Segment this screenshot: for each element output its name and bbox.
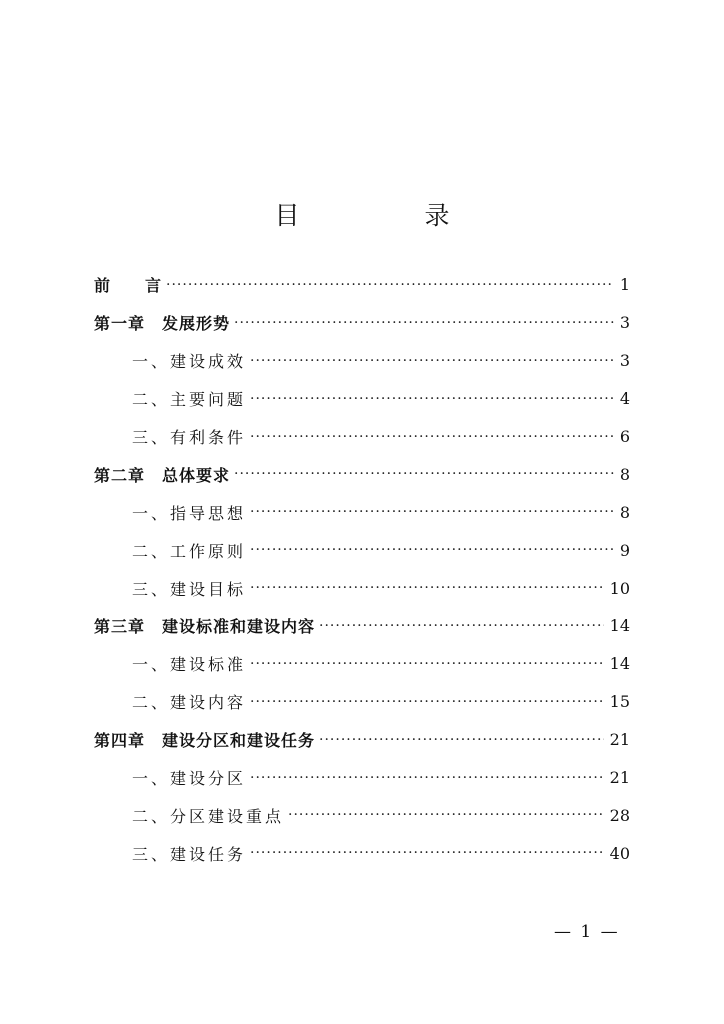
- dot-leader: [234, 315, 614, 331]
- dot-leader: [250, 580, 604, 596]
- dot-leader: [250, 391, 614, 407]
- toc-entry-label: 二、建设内容: [132, 693, 247, 713]
- toc-entry-label: 三、建设任务: [132, 844, 247, 864]
- toc-entry-page-number: 8: [619, 502, 630, 522]
- toc-entry-label: 一、建设标准: [132, 655, 247, 675]
- dot-leader: [250, 656, 604, 672]
- dot-leader: [250, 694, 604, 710]
- dot-leader: [250, 542, 614, 558]
- toc-entry-page-number: 28: [609, 805, 630, 825]
- toc-entry-page-number: 3: [619, 351, 630, 371]
- toc-entry-label: 第三章 建设标准和建设内容: [94, 617, 316, 637]
- toc-entry[interactable]: [94, 342, 630, 380]
- toc-entry-page-number: 4: [619, 389, 630, 409]
- toc-entry-label: 第二章 总体要求: [94, 465, 231, 485]
- toc-entry[interactable]: [94, 418, 630, 456]
- toc-entry[interactable]: [94, 493, 630, 531]
- toc-entry[interactable]: [94, 834, 630, 872]
- toc-entry[interactable]: [94, 304, 630, 342]
- dot-leader: [250, 845, 604, 861]
- toc-entry-label: 第一章 发展形势: [94, 314, 231, 334]
- page-number-footer: — 1 —: [554, 922, 620, 942]
- toc-entry[interactable]: [94, 266, 630, 304]
- toc-entry-label: 一、建设分区: [132, 769, 247, 789]
- toc-entry[interactable]: [94, 683, 630, 721]
- toc-entry[interactable]: [94, 569, 630, 607]
- toc-entry-page-number: 21: [609, 768, 630, 788]
- toc-entry[interactable]: [94, 796, 630, 834]
- toc-entry-label: 前 言: [94, 276, 163, 296]
- dot-leader: [319, 618, 604, 634]
- toc-entry-label: 三、有利条件: [132, 428, 247, 447]
- toc-entry-page-number: 10: [609, 578, 630, 598]
- dot-leader: [250, 770, 604, 786]
- dot-leader: [166, 277, 614, 293]
- toc-entry[interactable]: [94, 721, 630, 759]
- toc-entry-page-number: 1: [619, 275, 630, 295]
- dot-leader: [319, 732, 604, 748]
- dot-leader: [288, 807, 604, 823]
- toc-entry-page-number: 14: [609, 616, 630, 636]
- toc-entry-page-number: 6: [619, 427, 630, 446]
- toc-entry-page-number: 15: [609, 692, 630, 712]
- dot-leader: [250, 504, 614, 520]
- toc-entry-label: 三、建设目标: [132, 579, 247, 599]
- toc-entry[interactable]: [94, 455, 630, 493]
- toc-entry-label: 一、建设成效: [132, 352, 247, 372]
- toc-entry-page-number: 3: [619, 313, 630, 333]
- toc-entry-page-number: 14: [609, 654, 630, 674]
- dot-leader: [250, 429, 614, 445]
- toc-entry-label: 第四章 建设分区和建设任务: [94, 731, 316, 751]
- toc-entry[interactable]: [94, 380, 630, 418]
- toc-entry[interactable]: [94, 531, 630, 569]
- dot-leader: [234, 466, 614, 482]
- toc-entry-page-number: 8: [619, 464, 630, 484]
- toc-entry-label: 一、指导思想: [132, 503, 247, 523]
- toc-entry-label: 二、分区建设重点: [132, 806, 285, 826]
- toc-entry-page-number: 9: [619, 540, 630, 560]
- toc-entry-page-number: 40: [609, 843, 630, 863]
- table-of-contents: [94, 266, 630, 872]
- toc-entry-label: 二、主要问题: [132, 390, 247, 410]
- toc-entry[interactable]: [94, 645, 630, 683]
- toc-entry[interactable]: [94, 607, 630, 645]
- toc-entry[interactable]: [94, 759, 630, 797]
- toc-entry-label: 二、工作原则: [132, 541, 247, 561]
- page-title: 目 录: [274, 201, 500, 230]
- dot-leader: [250, 353, 614, 369]
- toc-entry-page-number: 21: [609, 730, 630, 750]
